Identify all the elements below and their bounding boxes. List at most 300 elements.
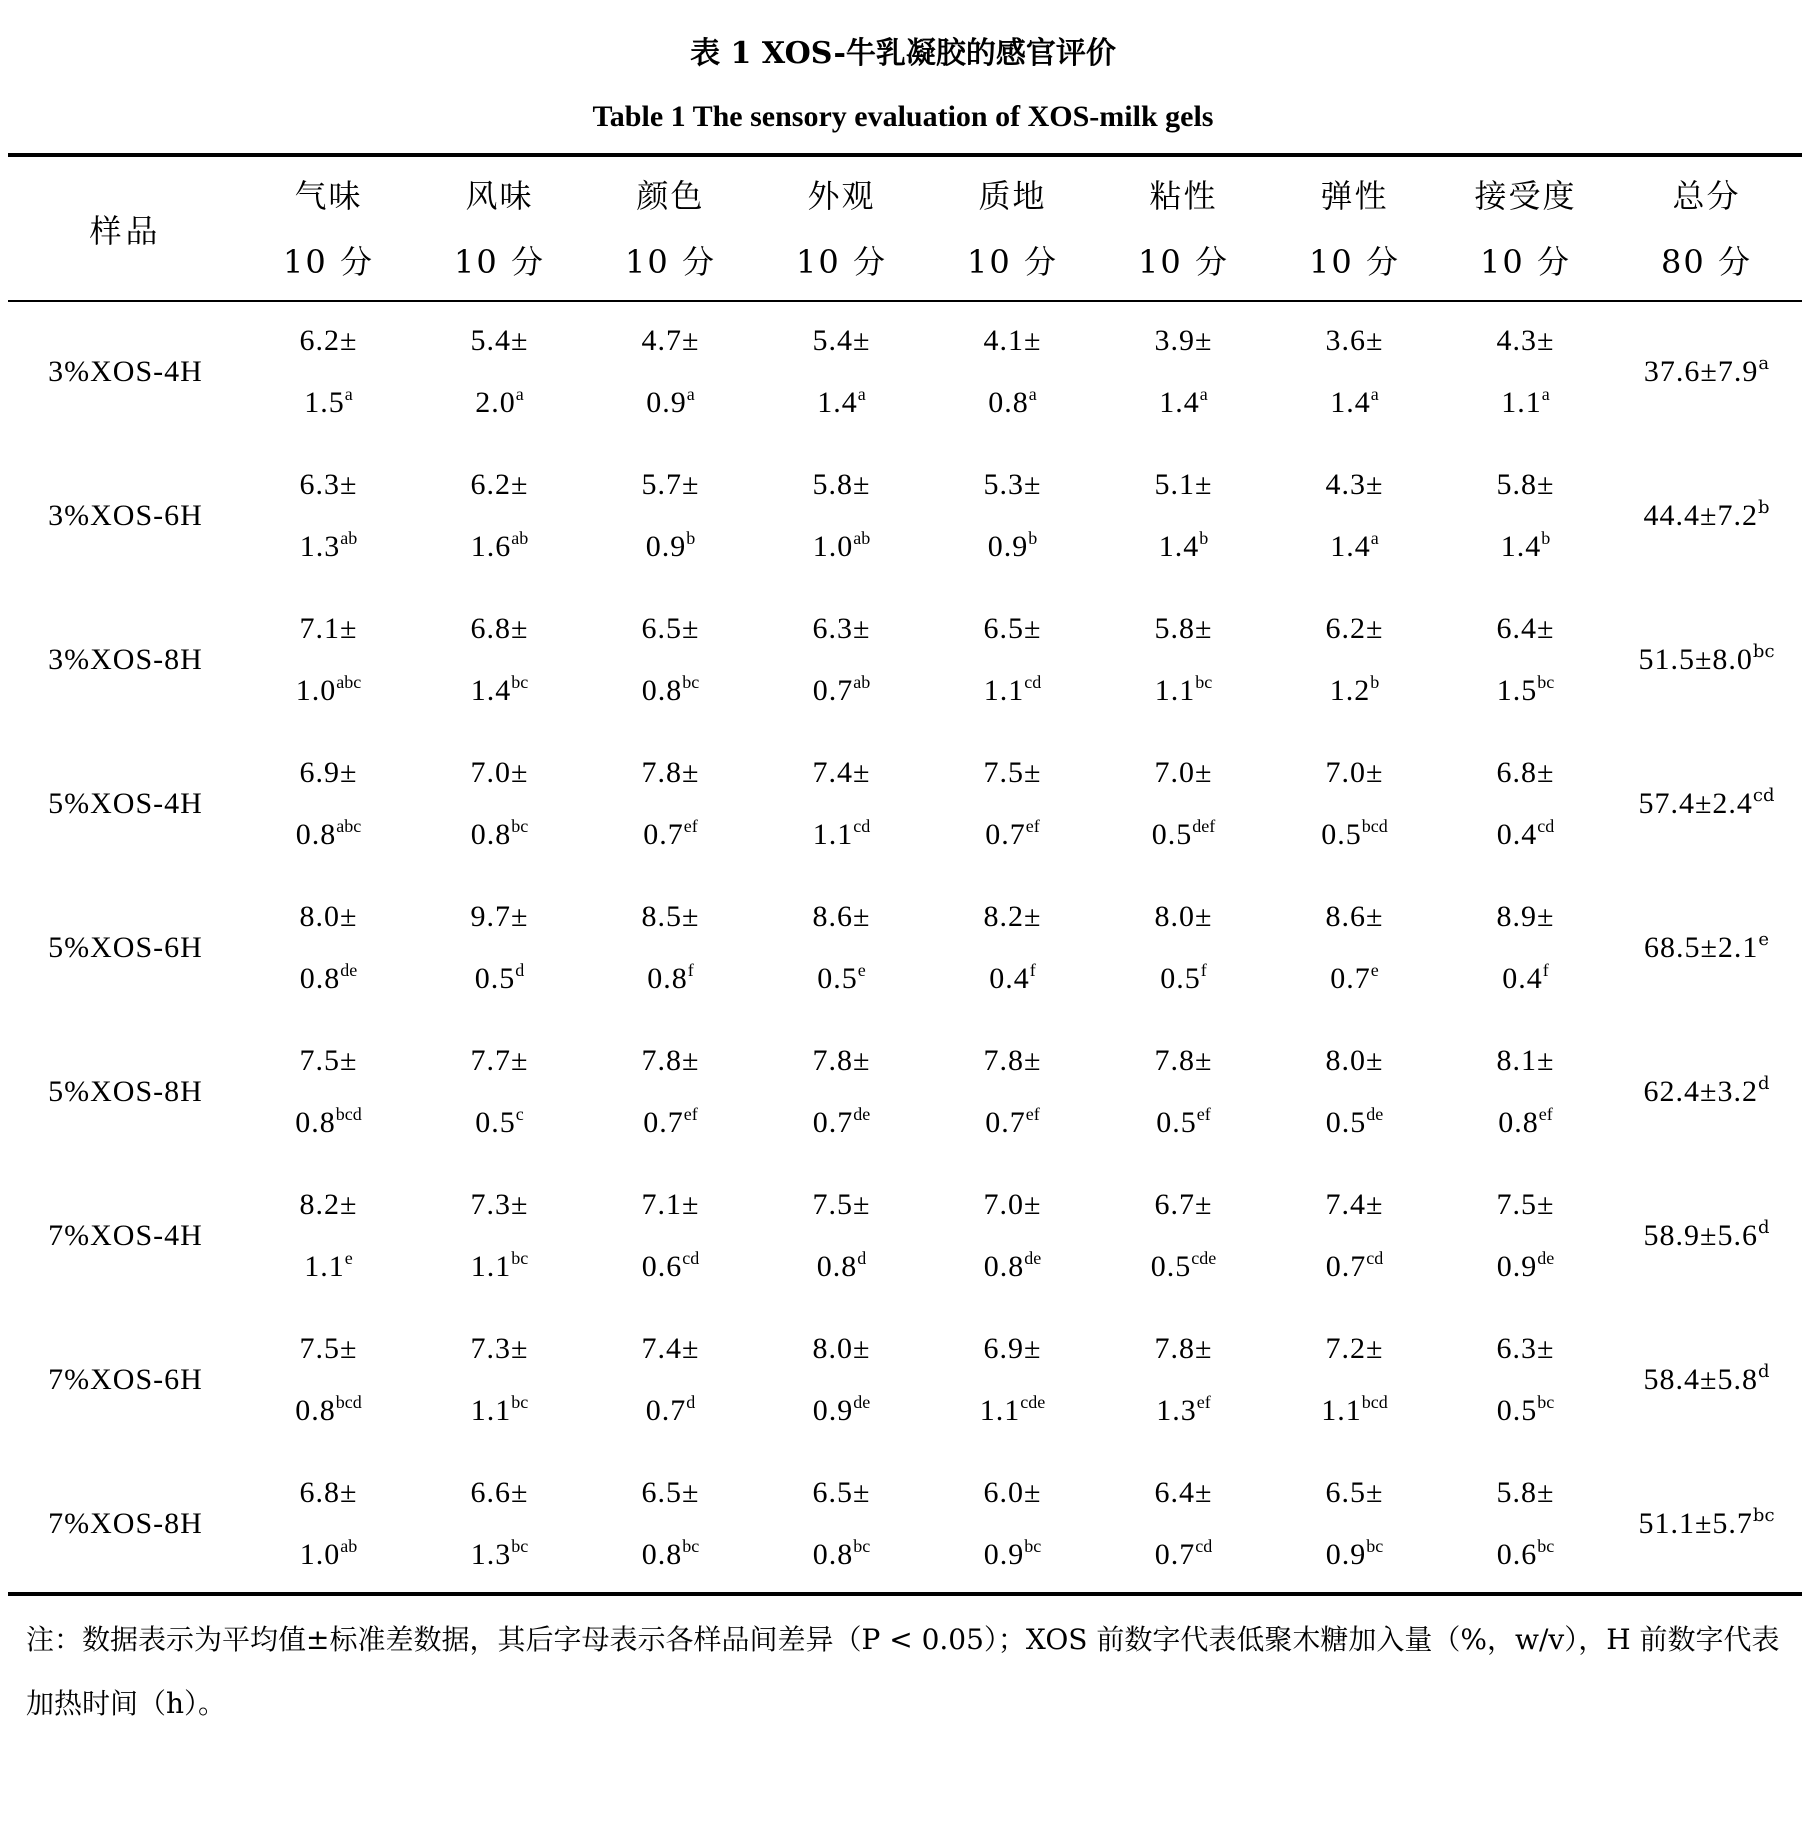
significance-letter: def [1192, 816, 1216, 836]
score-sd: 0.9 [983, 1538, 1025, 1571]
score-cell [585, 1452, 756, 1596]
header-texture [927, 157, 1098, 300]
score-mean: 5.8± [1496, 1476, 1555, 1509]
score-sd-line [927, 804, 1098, 866]
score-mean: 6.0± [983, 1476, 1042, 1509]
header-name: 外观 [807, 176, 876, 215]
score-sd-line [927, 1092, 1098, 1154]
score-sd: 0.8 [641, 1538, 683, 1571]
score-sd-line [1440, 516, 1611, 578]
score-sd-line [756, 1524, 927, 1586]
score-sd: 0.8 [295, 1106, 336, 1139]
score-cell [243, 1020, 414, 1164]
total-score: 51.1±5.7 [1638, 1507, 1753, 1540]
score-sd-line [1098, 660, 1269, 722]
significance-letter: a [857, 384, 866, 404]
score-cell [927, 876, 1098, 1020]
significance-letter: abc [336, 672, 362, 692]
significance-letter: b [686, 528, 696, 548]
significance-letter: ab [853, 672, 871, 692]
significance-letter: a [1028, 384, 1037, 404]
significance-letter: de [340, 960, 358, 980]
score-cell [1440, 1020, 1611, 1164]
score-mean: 4.3± [1496, 324, 1555, 357]
sample-label: 5%XOS-4H [48, 787, 203, 820]
score-sd: 1.1 [470, 1250, 512, 1283]
score-cell [756, 1164, 927, 1308]
score-sd: 0.5 [474, 962, 516, 995]
header-viscosity [1098, 157, 1269, 300]
score-cell [1098, 1020, 1269, 1164]
score-mean: 8.6± [1325, 900, 1384, 933]
header-odor [243, 157, 414, 300]
score-cell [585, 300, 756, 444]
header-elasticity [1269, 157, 1440, 300]
score-sd: 0.5 [1496, 1394, 1538, 1427]
significance-letter: bc [1024, 1536, 1042, 1556]
score-sd-line [414, 516, 585, 578]
score-cell [1440, 1164, 1611, 1308]
score-cell [243, 876, 414, 1020]
score-mean: 6.9± [299, 756, 358, 789]
score-mean: 7.4± [1325, 1188, 1384, 1221]
header-total [1611, 157, 1802, 300]
significance-letter: cde [1020, 1392, 1046, 1412]
score-mean: 6.9± [983, 1332, 1042, 1365]
score-sd-line [414, 1236, 585, 1298]
score-cell [927, 1308, 1098, 1452]
total-cell [1611, 300, 1802, 444]
score-cell [585, 732, 756, 876]
score-sd-line [414, 660, 585, 722]
significance-letter: bc [1752, 641, 1775, 662]
score-sd: 0.5 [1150, 1250, 1192, 1283]
score-sd-line [243, 372, 414, 434]
score-sd-line [756, 660, 927, 722]
score-sd: 0.8 [816, 1250, 858, 1283]
score-mean: 7.5± [299, 1044, 358, 1077]
sample-label: 3%XOS-4H [48, 355, 203, 388]
score-sd: 0.7 [985, 818, 1026, 851]
sample-cell [8, 300, 243, 444]
score-sd: 1.1 [1501, 386, 1542, 419]
significance-letter: de [1537, 1248, 1555, 1268]
score-sd: 1.5 [1496, 674, 1538, 707]
significance-letter: cd [1024, 672, 1042, 692]
score-cell [756, 588, 927, 732]
score-mean: 5.8± [1496, 468, 1555, 501]
total-cell [1611, 876, 1802, 1020]
score-cell [1098, 876, 1269, 1020]
header-name: 总分 [1672, 176, 1741, 215]
sample-label: 5%XOS-8H [48, 1075, 203, 1108]
total-score: 57.4±2.4 [1638, 787, 1753, 820]
score-mean: 7.5± [812, 1188, 871, 1221]
score-cell [1269, 588, 1440, 732]
total-score: 58.4±5.8 [1643, 1363, 1758, 1396]
significance-letter: bc [511, 816, 529, 836]
score-mean: 6.5± [641, 612, 700, 645]
score-sd: 1.2 [1329, 674, 1371, 707]
score-sd: 0.8 [641, 674, 683, 707]
score-cell [1269, 1164, 1440, 1308]
score-mean: 5.3± [983, 468, 1042, 501]
score-cell [1098, 300, 1269, 444]
score-sd: 0.9 [987, 530, 1029, 563]
score-cell [1269, 444, 1440, 588]
score-cell [414, 444, 585, 588]
score-cell [1440, 876, 1611, 1020]
header-color [585, 157, 756, 300]
sample-label: 5%XOS-6H [48, 931, 203, 964]
score-sd: 0.7 [645, 1394, 687, 1427]
score-sd-line [585, 372, 756, 434]
score-sd-line [1269, 1380, 1440, 1442]
score-mean: 7.1± [299, 612, 358, 645]
score-mean: 8.0± [299, 900, 358, 933]
score-mean: 7.0± [1325, 756, 1384, 789]
score-mean: 7.3± [470, 1332, 529, 1365]
score-mean: 7.8± [641, 756, 700, 789]
score-mean: 8.1± [1496, 1044, 1555, 1077]
score-cell [1440, 732, 1611, 876]
score-cell [414, 1308, 585, 1452]
significance-letter: b [1028, 528, 1038, 548]
score-sd: 1.4 [1330, 530, 1371, 563]
score-sd-line [1440, 804, 1611, 866]
header-sample-label: 样品 [89, 211, 162, 250]
score-mean: 8.6± [812, 900, 871, 933]
score-sd: 0.5 [1321, 818, 1362, 851]
header-appearance [756, 157, 927, 300]
score-cell [243, 300, 414, 444]
table-title-chinese: 表 1 XOS-牛乳凝胶的感官评价 [690, 36, 1116, 71]
significance-letter: ef [1196, 1392, 1211, 1412]
significance-letter: ef [1196, 1104, 1211, 1124]
score-sd: 1.3 [299, 530, 341, 563]
score-sd-line [756, 1236, 927, 1298]
significance-letter: e [344, 1248, 353, 1268]
score-mean: 8.2± [983, 900, 1042, 933]
score-sd: 1.4 [1330, 386, 1371, 419]
score-mean: 9.7± [470, 900, 529, 933]
score-cell [756, 300, 927, 444]
score-sd: 0.8 [295, 818, 337, 851]
score-sd-line [756, 1380, 927, 1442]
score-sd: 2.0 [475, 386, 516, 419]
score-cell [414, 1020, 585, 1164]
score-sd-line [414, 1524, 585, 1586]
significance-letter: ab [511, 528, 529, 548]
score-sd-line [927, 1524, 1098, 1586]
score-sd-line [1098, 516, 1269, 578]
score-sd-line [243, 516, 414, 578]
score-sd: 0.7 [985, 1106, 1026, 1139]
score-sd-line [243, 1236, 414, 1298]
table-header-row [8, 157, 1802, 300]
score-sd-line [1440, 372, 1611, 434]
score-cell [585, 1164, 756, 1308]
score-cell [1440, 1452, 1611, 1596]
score-sd: 0.8 [470, 818, 512, 851]
significance-letter: b [1199, 528, 1209, 548]
table-row [8, 1452, 1802, 1596]
table-row [8, 444, 1802, 588]
sample-cell [8, 588, 243, 732]
significance-letter: cd [1537, 816, 1555, 836]
significance-letter: a [1199, 384, 1208, 404]
score-sd: 0.8 [295, 1394, 336, 1427]
score-mean: 4.1± [983, 324, 1042, 357]
score-cell [243, 1164, 414, 1308]
score-sd-line [1269, 372, 1440, 434]
score-cell [927, 1164, 1098, 1308]
header-sample [8, 157, 243, 300]
significance-letter: de [1366, 1104, 1384, 1124]
score-sd-line [1269, 804, 1440, 866]
table-row [8, 1164, 1802, 1308]
score-sd-line [585, 1092, 756, 1154]
significance-letter: f [1200, 960, 1207, 980]
score-sd-line [756, 948, 927, 1010]
score-mean: 7.8± [812, 1044, 871, 1077]
significance-letter: ab [340, 528, 358, 548]
significance-letter: a [344, 384, 353, 404]
score-mean: 8.9± [1496, 900, 1555, 933]
sample-label: 3%XOS-8H [48, 643, 203, 676]
table-footnote: 注：数据表示为平均值±标准差数据，其后字母表示各样品间差异（P < 0.05）；XOS 前数字代表低聚木糖加入量（%，w/v），H 前数字代表加热时间（h）。 [26, 1623, 1780, 1720]
score-sd: 1.4 [817, 386, 858, 419]
score-cell [414, 876, 585, 1020]
sample-cell [8, 876, 243, 1020]
score-cell [1269, 1020, 1440, 1164]
table-body [8, 300, 1802, 1596]
sample-cell [8, 1020, 243, 1164]
score-mean: 7.5± [983, 756, 1042, 789]
significance-letter: bc [1537, 1536, 1555, 1556]
score-cell [1269, 1308, 1440, 1452]
header-name: 颜色 [636, 176, 705, 215]
score-cell [243, 444, 414, 588]
score-sd: 1.1 [812, 818, 854, 851]
score-mean: 5.4± [812, 324, 871, 357]
score-sd: 0.7 [1325, 1250, 1367, 1283]
score-mean: 6.3± [1496, 1332, 1555, 1365]
significance-letter: ab [340, 1536, 358, 1556]
score-sd: 1.1 [304, 1250, 345, 1283]
score-mean: 7.2± [1325, 1332, 1384, 1365]
score-sd-line [1269, 516, 1440, 578]
significance-letter: de [853, 1104, 871, 1124]
score-sd-line [1269, 1092, 1440, 1154]
significance-letter: b [1541, 528, 1551, 548]
header-points: 10 分 [796, 242, 887, 281]
significance-letter: cd [1752, 785, 1775, 806]
significance-letter: d [686, 1392, 696, 1412]
header-points: 10 分 [283, 242, 374, 281]
score-cell [1269, 300, 1440, 444]
score-mean: 7.4± [641, 1332, 700, 1365]
score-cell [1098, 588, 1269, 732]
significance-letter: bc [1195, 672, 1213, 692]
total-score: 51.5±8.0 [1638, 643, 1753, 676]
score-sd-line [585, 804, 756, 866]
significance-letter: e [1758, 929, 1770, 950]
score-cell [414, 732, 585, 876]
score-sd-line [1098, 1524, 1269, 1586]
score-mean: 7.1± [641, 1188, 700, 1221]
significance-letter: ef [1025, 816, 1040, 836]
score-sd: 0.9 [645, 530, 687, 563]
score-mean: 6.7± [1154, 1188, 1213, 1221]
score-cell [756, 1308, 927, 1452]
score-sd: 0.8 [812, 1538, 854, 1571]
score-cell [414, 588, 585, 732]
score-sd: 0.5 [817, 962, 858, 995]
score-sd: 0.9 [1325, 1538, 1367, 1571]
score-cell [414, 1164, 585, 1308]
score-cell [1269, 876, 1440, 1020]
table-row [8, 732, 1802, 876]
score-sd-line [756, 372, 927, 434]
sample-label: 7%XOS-8H [48, 1507, 203, 1540]
score-sd-line [927, 516, 1098, 578]
score-sd-line [243, 1380, 414, 1442]
score-mean: 5.1± [1154, 468, 1213, 501]
score-mean: 7.7± [470, 1044, 529, 1077]
score-mean: 7.8± [1154, 1044, 1213, 1077]
score-sd-line [585, 1236, 756, 1298]
score-cell [1098, 1164, 1269, 1308]
score-mean: 6.2± [470, 468, 529, 501]
sample-cell [8, 732, 243, 876]
score-sd: 0.6 [1496, 1538, 1538, 1571]
score-mean: 6.5± [983, 612, 1042, 645]
score-sd: 1.0 [299, 1538, 341, 1571]
score-mean: 3.9± [1154, 324, 1213, 357]
score-mean: 4.7± [641, 324, 700, 357]
score-sd: 1.4 [470, 674, 512, 707]
score-sd-line [585, 948, 756, 1010]
score-mean: 5.8± [1154, 612, 1213, 645]
significance-letter: bc [682, 672, 700, 692]
score-cell [1269, 732, 1440, 876]
total-cell [1611, 1020, 1802, 1164]
score-mean: 6.8± [1496, 756, 1555, 789]
significance-letter: bcd [335, 1392, 362, 1412]
score-cell [1440, 588, 1611, 732]
score-mean: 8.0± [1154, 900, 1213, 933]
score-sd: 1.0 [812, 530, 854, 563]
significance-letter: b [1757, 497, 1770, 518]
score-sd-line [243, 660, 414, 722]
score-mean: 4.3± [1325, 468, 1384, 501]
score-cell [756, 444, 927, 588]
score-sd-line [585, 660, 756, 722]
score-mean: 5.8± [812, 468, 871, 501]
score-sd-line [414, 948, 585, 1010]
score-sd-line [1440, 1092, 1611, 1154]
score-sd-line [1098, 1236, 1269, 1298]
header-points: 10 分 [1480, 242, 1571, 281]
header-points: 10 分 [1309, 242, 1400, 281]
significance-letter: cd [682, 1248, 700, 1268]
score-sd-line [1269, 1236, 1440, 1298]
score-cell [243, 732, 414, 876]
score-sd-line [1269, 1524, 1440, 1586]
significance-letter: bc [511, 1392, 529, 1412]
score-mean: 7.3± [470, 1188, 529, 1221]
score-sd: 0.9 [1496, 1250, 1538, 1283]
score-sd-line [1440, 1236, 1611, 1298]
score-sd-line [756, 1092, 927, 1154]
significance-letter: e [857, 960, 866, 980]
significance-letter: bc [511, 1248, 529, 1268]
score-sd: 0.4 [1496, 818, 1538, 851]
score-mean: 6.3± [812, 612, 871, 645]
score-sd: 0.9 [812, 1394, 854, 1427]
sample-label: 7%XOS-4H [48, 1219, 203, 1252]
score-cell [1098, 1308, 1269, 1452]
score-cell [585, 1308, 756, 1452]
score-mean: 7.0± [1154, 756, 1213, 789]
score-mean: 7.8± [641, 1044, 700, 1077]
significance-letter: abc [336, 816, 362, 836]
score-sd-line [1440, 1380, 1611, 1442]
score-cell [414, 1452, 585, 1596]
significance-letter: bcd [1361, 816, 1388, 836]
score-sd-line [585, 1380, 756, 1442]
score-mean: 6.3± [299, 468, 358, 501]
score-sd-line [1269, 948, 1440, 1010]
score-sd-line [414, 1380, 585, 1442]
score-sd-line [1440, 948, 1611, 1010]
significance-letter: f [1029, 960, 1036, 980]
score-mean: 6.8± [299, 1476, 358, 1509]
score-mean: 7.0± [983, 1188, 1042, 1221]
header-points: 10 分 [454, 242, 545, 281]
score-sd: 0.7 [812, 1106, 854, 1139]
score-sd-line [1440, 1524, 1611, 1586]
score-mean: 5.4± [470, 324, 529, 357]
significance-letter: d [857, 1248, 867, 1268]
table-row [8, 876, 1802, 1020]
total-cell [1611, 444, 1802, 588]
score-sd: 1.0 [295, 674, 337, 707]
header-points: 10 分 [625, 242, 716, 281]
score-sd-line [1098, 372, 1269, 434]
significance-letter: bc [1752, 1505, 1775, 1526]
score-sd: 1.6 [470, 530, 512, 563]
score-sd-line [585, 516, 756, 578]
score-sd: 1.4 [1500, 530, 1542, 563]
significance-letter: a [1541, 384, 1550, 404]
significance-letter: bcd [335, 1104, 362, 1124]
score-mean: 7.5± [1496, 1188, 1555, 1221]
score-sd: 1.5 [304, 386, 345, 419]
score-sd-line [414, 1092, 585, 1154]
score-mean: 7.8± [983, 1044, 1042, 1077]
significance-letter: a [1370, 384, 1379, 404]
score-sd: 1.1 [1154, 674, 1196, 707]
significance-letter: ef [683, 816, 698, 836]
significance-letter: a [1370, 528, 1379, 548]
score-cell [927, 300, 1098, 444]
score-sd: 0.5 [1325, 1106, 1367, 1139]
score-sd-line [414, 804, 585, 866]
significance-letter: bc [1537, 1392, 1555, 1412]
score-cell [585, 588, 756, 732]
